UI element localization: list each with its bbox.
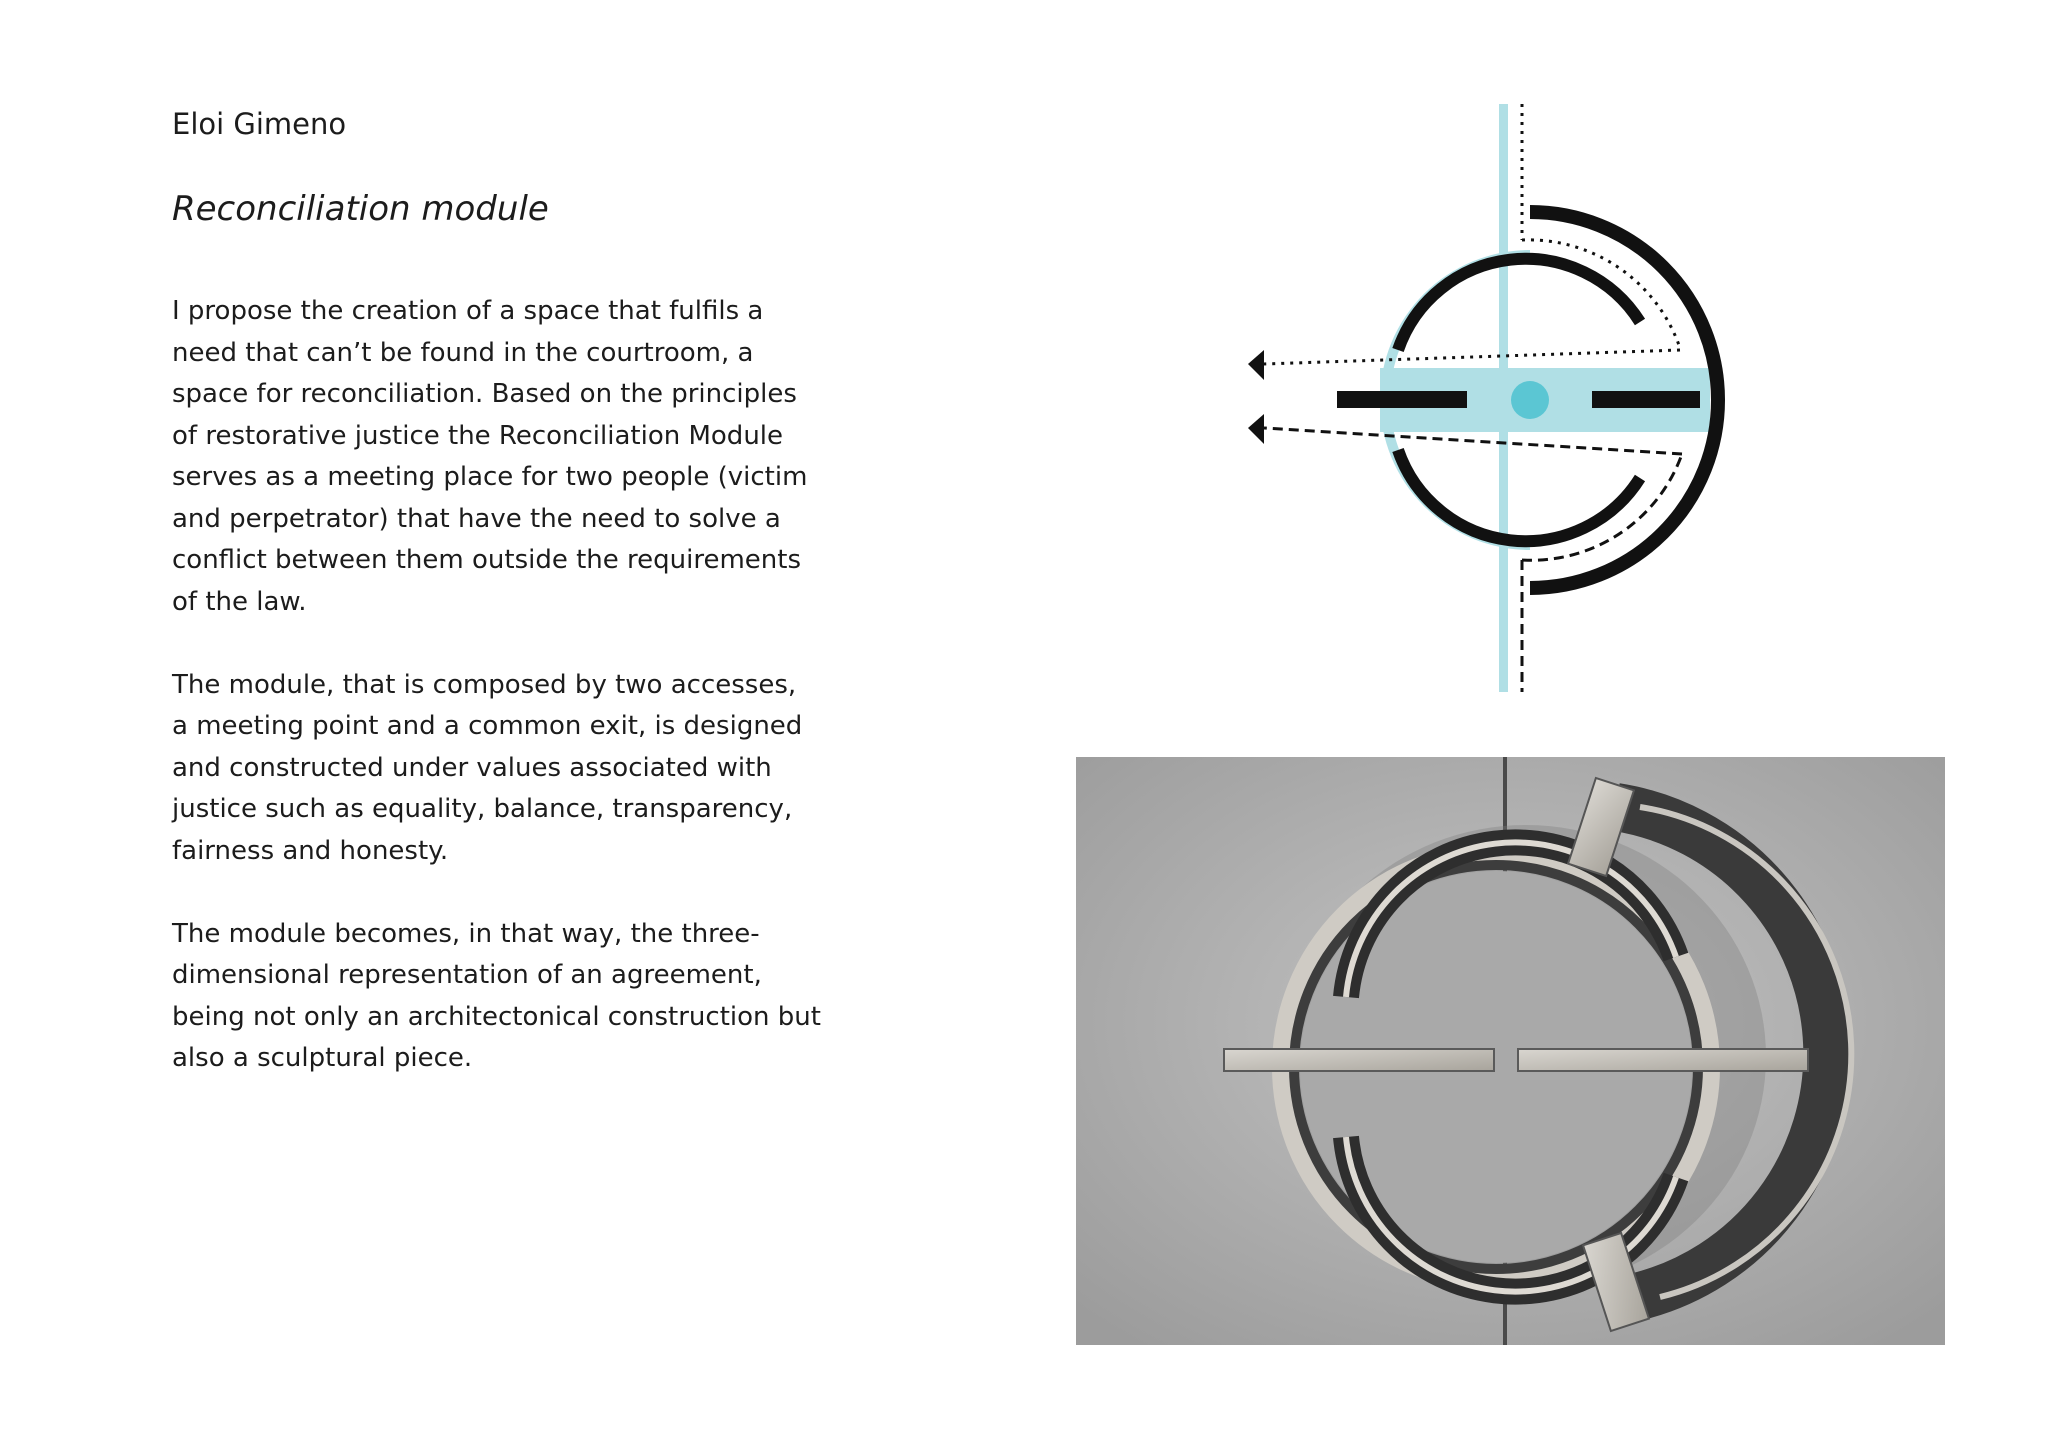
text-line: being not only an architectonical construction but — [172, 1001, 821, 1032]
text-line: serves as a meeting place for two people (victim — [172, 462, 808, 492]
paragraph-composition — [172, 665, 832, 873]
text-line: fairness and honesty. — [172, 835, 449, 866]
text-line: need that can’t be found in the courtroom, a — [172, 337, 754, 368]
model-photo-svg — [1076, 757, 1945, 1345]
text-line: I propose the creation of a space that fulfils a — [172, 296, 764, 326]
text-line: dimensional representation of an agreement, — [172, 960, 762, 990]
paragraph-intro — [172, 291, 832, 623]
text-line: and constructed under values associated with — [172, 752, 772, 783]
author-name: Eloi Gimeno — [172, 107, 347, 141]
text-line: of the law. — [172, 586, 307, 617]
text-line: also a sculptural piece. — [172, 1043, 473, 1073]
text-line: and perpetrator) that have the need to solve a — [172, 503, 781, 534]
paragraph-conclusion — [172, 914, 832, 1080]
model-right-bench — [1518, 1049, 1808, 1071]
text-column — [172, 100, 832, 1121]
meeting-point-dot — [1511, 381, 1549, 419]
dashed-arrow-head — [1248, 414, 1264, 444]
model-left-bench — [1224, 1049, 1494, 1071]
text-line: space for reconciliation. Based on the principles — [172, 379, 797, 409]
dotted-arrow-head — [1248, 350, 1264, 380]
module-plan-diagram — [1240, 100, 1740, 700]
text-line: of restorative justice the Reconciliation Module — [172, 420, 784, 451]
model-photograph — [1076, 757, 1945, 1345]
page-title: Reconciliation module — [172, 189, 549, 229]
right-bench-bar — [1592, 391, 1700, 408]
left-bench-bar — [1337, 391, 1467, 408]
module-plan-svg — [1240, 100, 1740, 700]
text-line: The module, that is composed by two accesses, — [172, 669, 797, 700]
text-line: a meeting point and a common exit, is designed — [172, 711, 803, 741]
body-text — [172, 291, 832, 1080]
text-line: The module becomes, in that way, the three- — [172, 918, 760, 949]
text-line: justice such as equality, balance, transparency, — [172, 794, 793, 824]
text-line: conflict between them outside the requirements — [172, 545, 802, 575]
